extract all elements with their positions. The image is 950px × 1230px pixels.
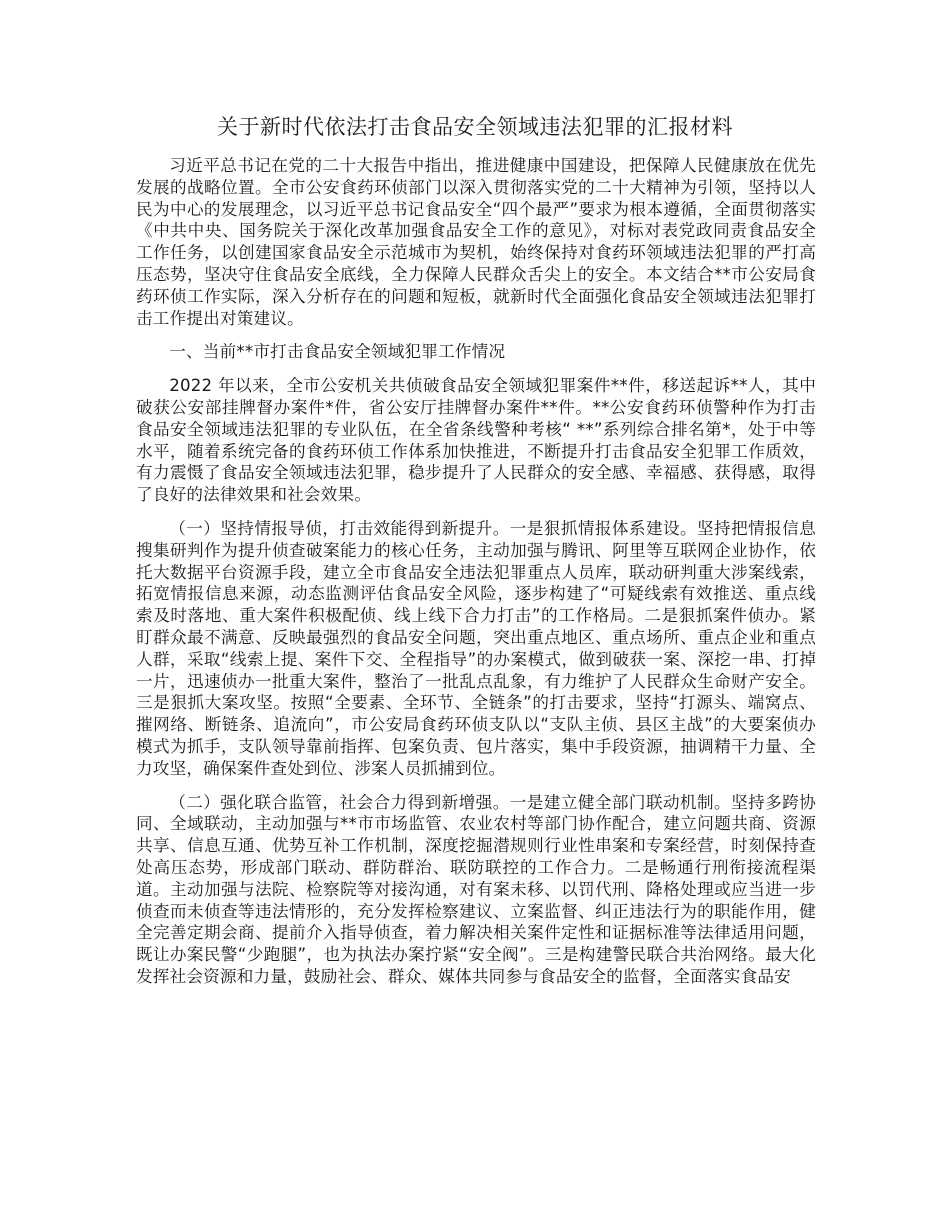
paragraph-overview: 2022 年以来，全市公安机关共侦破食品安全领域犯罪案件**件，移送起诉**人，其中破获公安部挂牌督办案件*件，省公安厅挂牌督办案件**件。**公安食药环侦警种作为打击食品安全领域违法犯罪的专业队伍，在全省条线警种考核“ **”系列综合排名第*，处于中等水平，随着系统完备的食药环侦工作体系加快推进，不断提升打击食品安全犯罪工作质效，有力震慑了食品安全领域违法犯罪，稳步提升了人民群众的安全感、幸福感、获得感，取得了良好的法律效果和社会效果。 [136,376,816,505]
document-body [136,155,816,1000]
paragraph-joint-supervision: （二）强化联合监管，社会合力得到新增强。一是建立健全部门联动机制。坚持多跨协同、全域联动，主动加强与**市市场监管、农业农村等部门协作配合，建立问题共商、资源共享、信息互通、优势互补工作机制，深度挖掘潜规则行业性串案和专案经营，时刻保持查处高压态势，形成部门联动、群防群治、联防联控的工作合力。二是畅通行刑衔接流程渠道。主动加强与法院、检察院等对接沟通，对有案未移、以罚代刑、降格处理或应当进一步侦查而未侦查等违法情形的，充分发挥检察建议、立案监督、纠正违法行为的职能作用，健全完善定期会商、提前介入指导侦查，着力解决相关案件定性和证据标准等法律适用问题，既让办案民警“少跑腿”，也为执法办案拧紧“安全阀”。三是构建警民联合共治网络。最大化发挥社会资源和力量，鼓励社会、群众、媒体共同参与食品安全的监督，全面落实食品安 [136,792,816,986]
paragraph-intro: 习近平总书记在党的二十大报告中指出，推进健康中国建设，把保障人民健康放在优先发展的战略位置。全市公安食药环侦部门以深入贯彻落实党的二十大精神为引领，坚持以人民为中心的发展理念，以习近平总书记食品安全“四个最严”要求为根本遵循，全面贯彻落实《中共中央、国务院关于深化改革加强食品安全工作的意见》，对标对表党政同责食品安全工作任务，以创建国家食品安全示范城市为契机，始终保持对食药环领域违法犯罪的严打高压态势，坚决守住食品安全底线，全力保障人民群众舌尖上的安全。本文结合**市公安局食药环侦工作实际，深入分析存在的问题和短板，就新时代全面强化食品安全领域违法犯罪打击工作提出对策建议。 [136,156,816,328]
paragraph-intelligence: （一）坚持情报导侦，打击效能得到新提升。一是狠抓情报体系建设。坚持把情报信息搜集研判作为提升侦查破案能力的核心任务，主动加强与腾讯、阿里等互联网企业协作，依托大数据平台资源手段，建立全市食品安全违法犯罪重点人员库，联动研判重大涉案线索，拓宽情报信息来源，动态监测评估食品安全风险，逐步构建了“可疑线索有效推送、重点线索及时落地、重大案件积极配侦、线上线下合力打击”的工作格局。二是狠抓案件侦办。紧盯群众最不满意、反映最强烈的食品安全问题，突出重点地区、重点场所、重点企业和重点人群，采取“线索上提、案件下交、全程指导”的办案模式，做到破获一案、深挖一串、打掉一片，迅速侦办一批重大案件，整治了一批乱点乱象，有力维护了人民群众生命财产安全。三是狠抓大案攻坚。按照“全要素、全环节、全链条”的打击要求，坚持“打源头、端窝点、摧网络、断链条、追流向”，市公安局食药环侦支队以“支队主侦、县区主战”的大要案侦办模式为抓手，支队领导靠前指挥、包案负责、包片落实，集中手段资源，抽调精干力量、全力攻坚，确保案件查处到位、涉案人员抓捕到位。 [136,518,816,778]
section-heading-1: 一、当前**市打击食品安全领域犯罪工作情况 [169,342,506,362]
document-title: 关于新时代依法打击食品安全领域违法犯罪的汇报材料 [217,115,733,139]
